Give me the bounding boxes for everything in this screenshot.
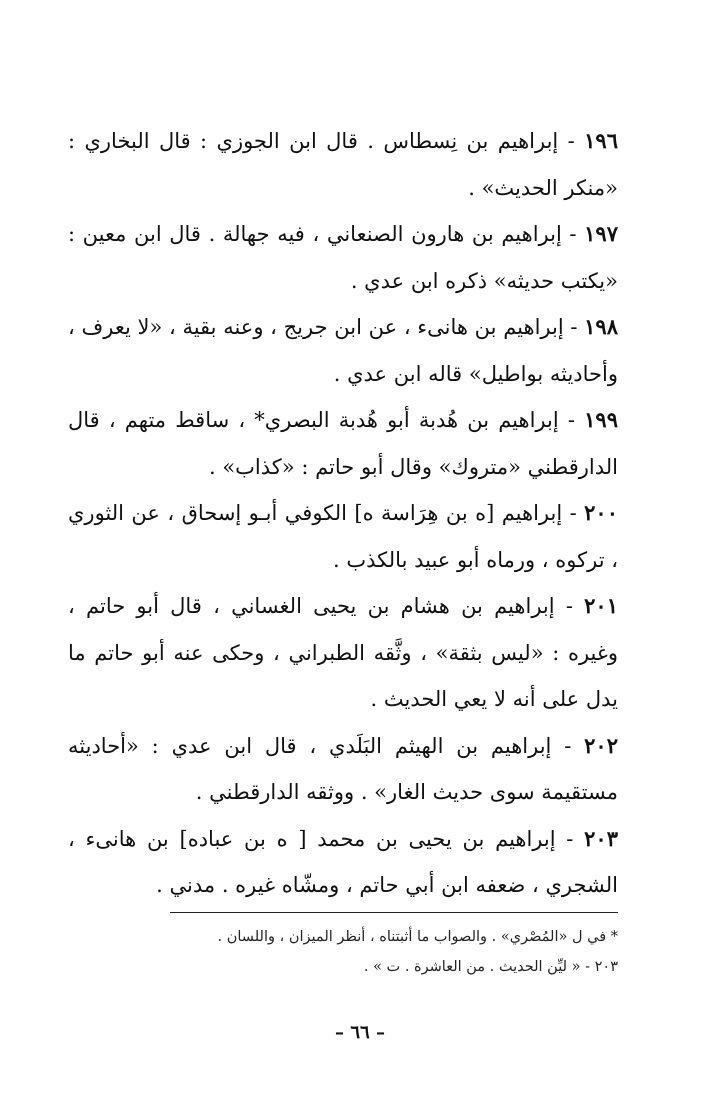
entry-text: - إبراهيم بن يحيى بن محمد [ ه بن عباده] بن هانىء ، الشجري ، ضعفه ابن أبي حاتم ، ومشّاه غيره . مدني .: [68, 826, 618, 897]
entry-200: [68, 490, 618, 583]
entry-number: ٢٠٠: [584, 500, 618, 525]
entry-203: [68, 816, 618, 909]
entry-198: [68, 304, 618, 397]
entry-202: [68, 723, 618, 816]
entry-196: [68, 118, 618, 211]
entry-text: - إبراهيم بن هشام بن يحيى الغساني ، قال أبو حاتم ، وغيره : «ليس بثقة» ، وثَّقه الطبراني ، وحكى عنه أبو حاتم ما يدل على أنه لا يعي الحديث .: [68, 594, 618, 711]
entry-text: - إبراهيم بن هارون الصنعاني ، فيه جهالة . قال ابن معين : «يكتب حديثه» ذكره ابن عدي .: [68, 222, 618, 293]
footnote-203: ٢٠٣ - « ليِّن الحديث . من العاشرة . ت » .: [363, 959, 618, 975]
entry-number: ١٩٨: [584, 314, 618, 339]
entry-number: ١٩٩: [584, 407, 618, 432]
entry-text: - إبراهيم [ه بن هِرَاسة ه] الكوفي أبـو إسحاق ، عن الثوري ، تركوه ، ورماه أبو عبيد بالكذب .: [68, 501, 618, 572]
footnote-asterisk: * في ل «المُصْري» . والصواب ما أثبتناه ، أنظر الميزان ، واللسان .: [217, 929, 618, 945]
entry-number: ٢٠٢: [584, 732, 618, 758]
main-text: [68, 118, 618, 909]
entry-text: - إبراهيم بن هُدبة أبو هُدبة البصري* ، ساقط متهم ، قال الدارقطني «متروك» وقال أبو حاتم : «كذاب» .: [68, 408, 618, 479]
footnote-divider: [170, 912, 618, 913]
entry-number: ١٩٦: [584, 128, 618, 153]
entry-197: [68, 211, 618, 304]
entry-text: - إبراهيم بن نِسطاس . قال ابن الجوزي : قال البخاري : «منكر الحديث» .: [68, 129, 618, 200]
entry-number: ٢٠١: [584, 593, 618, 618]
entry-text: - إبراهيم بن الهيثم البَلَدي ، قال ابن عدي : «أحاديثه مستقيمة سوى حديث الغار» . ووثقه الدارقطني .: [68, 733, 618, 804]
entry-201: [68, 583, 618, 723]
footnotes: [120, 922, 618, 982]
entry-199: [68, 397, 618, 490]
page-number: – ٦٦ –: [335, 1022, 385, 1043]
entry-number: ٢٠٣: [584, 825, 618, 851]
entry-number: ١٩٧: [584, 221, 618, 246]
entry-text: - إبراهيم بن هانىء ، عن ابن جريج ، وعنه بقية ، «لا يعرف ، وأحاديثه بواطيل» قاله ابن عدي .: [68, 315, 618, 386]
